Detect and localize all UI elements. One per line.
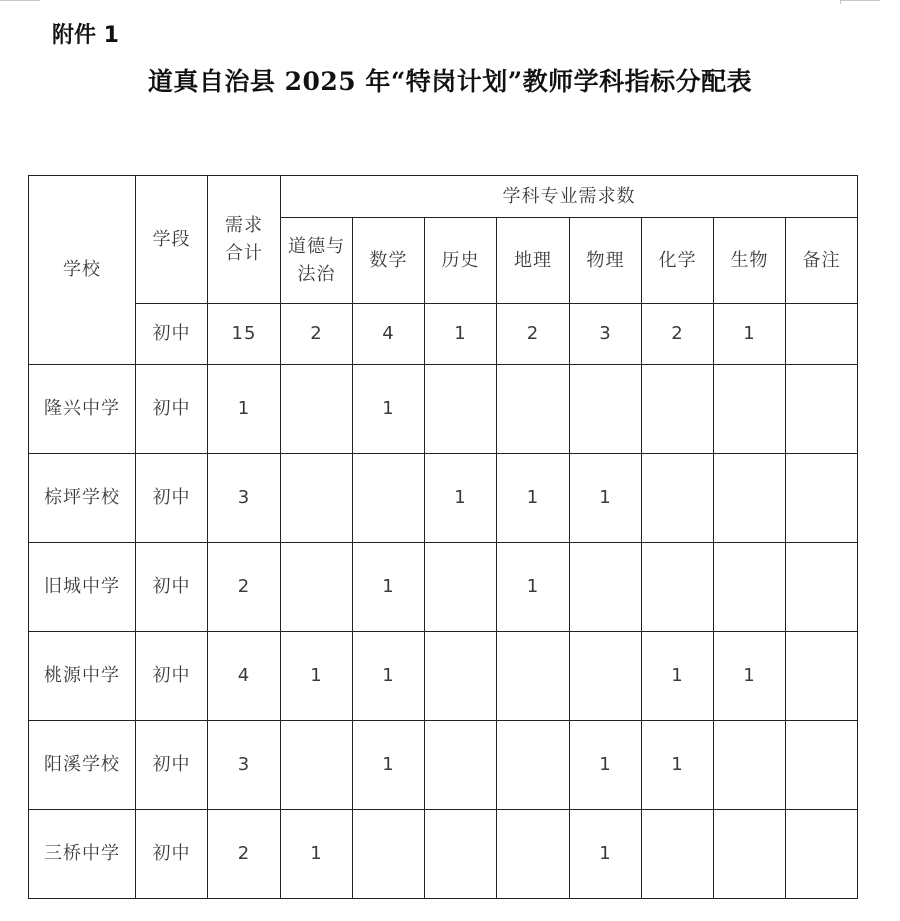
table-row <box>29 365 858 454</box>
header-subject-group: 学科专业需求数 <box>281 176 858 218</box>
header-subject-math: 数学 <box>353 218 425 304</box>
row-cell: 1 <box>642 721 714 810</box>
row-cell <box>786 810 858 899</box>
row-school: 旧城中学 <box>29 543 136 632</box>
row-stage: 初中 <box>136 454 208 543</box>
row-cell <box>570 543 642 632</box>
header-subject-physics: 物理 <box>570 218 642 304</box>
row-cell <box>497 810 570 899</box>
row-cell: 1 <box>281 632 353 721</box>
row-school: 阳溪学校 <box>29 721 136 810</box>
row-cell: 1 <box>497 543 570 632</box>
row-school: 棕坪学校 <box>29 454 136 543</box>
row-cell <box>281 543 353 632</box>
row-cell: 1 <box>425 454 497 543</box>
row-total: 2 <box>208 543 281 632</box>
summary-cell: 3 <box>570 304 642 365</box>
table-row <box>29 454 858 543</box>
header-stage: 学段 <box>136 176 208 304</box>
quota-table <box>28 175 858 899</box>
header-notes: 备注 <box>786 218 858 304</box>
row-cell <box>425 721 497 810</box>
row-cell <box>642 543 714 632</box>
row-cell <box>714 454 786 543</box>
row-cell <box>353 810 425 899</box>
row-cell <box>714 721 786 810</box>
row-cell <box>497 721 570 810</box>
table-row <box>29 543 858 632</box>
summary-cell: 1 <box>425 304 497 365</box>
page-corner-mark-left <box>0 0 40 4</box>
summary-cell: 2 <box>642 304 714 365</box>
row-stage: 初中 <box>136 632 208 721</box>
row-stage: 初中 <box>136 810 208 899</box>
row-cell <box>425 810 497 899</box>
row-total: 2 <box>208 810 281 899</box>
row-cell: 1 <box>570 454 642 543</box>
row-cell <box>353 454 425 543</box>
row-cell <box>281 454 353 543</box>
summary-stage: 初中 <box>136 304 208 365</box>
header-subject-history: 历史 <box>425 218 497 304</box>
row-cell <box>786 721 858 810</box>
row-cell: 1 <box>642 632 714 721</box>
document-title: 道真自治县 2025 年“特岗计划”教师学科指标分配表 <box>147 67 753 96</box>
row-cell <box>425 365 497 454</box>
row-cell <box>425 543 497 632</box>
table-row <box>29 810 858 899</box>
row-cell <box>497 632 570 721</box>
summary-row <box>29 304 858 365</box>
row-cell <box>714 810 786 899</box>
row-cell: 1 <box>570 810 642 899</box>
header-subject-geography: 地理 <box>497 218 570 304</box>
row-cell <box>714 543 786 632</box>
page-corner-mark-right <box>840 0 880 4</box>
header-total: 需求合计 <box>208 176 281 304</box>
row-cell <box>714 365 786 454</box>
row-school: 桃源中学 <box>29 632 136 721</box>
row-stage: 初中 <box>136 365 208 454</box>
header-row-group <box>29 176 858 218</box>
header-school: 学校 <box>29 176 136 365</box>
row-total: 3 <box>208 454 281 543</box>
row-cell <box>786 365 858 454</box>
row-cell <box>786 454 858 543</box>
summary-cell: 1 <box>714 304 786 365</box>
attachment-label: 附件 1 <box>52 23 119 48</box>
row-cell <box>497 365 570 454</box>
summary-cell: 2 <box>497 304 570 365</box>
row-cell <box>425 632 497 721</box>
header-subject-biology: 生物 <box>714 218 786 304</box>
row-cell: 1 <box>281 810 353 899</box>
row-cell <box>786 543 858 632</box>
summary-cell: 4 <box>353 304 425 365</box>
header-subject-chemistry: 化学 <box>642 218 714 304</box>
row-total: 4 <box>208 632 281 721</box>
row-cell <box>642 810 714 899</box>
header-subject-moral-law: 道德与法治 <box>281 218 353 304</box>
summary-cell: 2 <box>281 304 353 365</box>
row-school: 三桥中学 <box>29 810 136 899</box>
row-total: 3 <box>208 721 281 810</box>
row-school: 隆兴中学 <box>29 365 136 454</box>
row-cell <box>281 721 353 810</box>
table-row <box>29 721 858 810</box>
row-cell <box>570 365 642 454</box>
row-stage: 初中 <box>136 721 208 810</box>
row-cell <box>642 365 714 454</box>
row-cell: 1 <box>497 454 570 543</box>
table-row <box>29 632 858 721</box>
row-cell <box>281 365 353 454</box>
summary-cell <box>786 304 858 365</box>
row-cell <box>642 454 714 543</box>
row-total: 1 <box>208 365 281 454</box>
row-cell: 1 <box>353 365 425 454</box>
summary-total: 15 <box>208 304 281 365</box>
row-cell: 1 <box>714 632 786 721</box>
row-cell: 1 <box>353 721 425 810</box>
row-cell: 1 <box>570 721 642 810</box>
row-cell <box>570 632 642 721</box>
row-stage: 初中 <box>136 543 208 632</box>
row-cell <box>786 632 858 721</box>
row-cell: 1 <box>353 632 425 721</box>
row-cell: 1 <box>353 543 425 632</box>
